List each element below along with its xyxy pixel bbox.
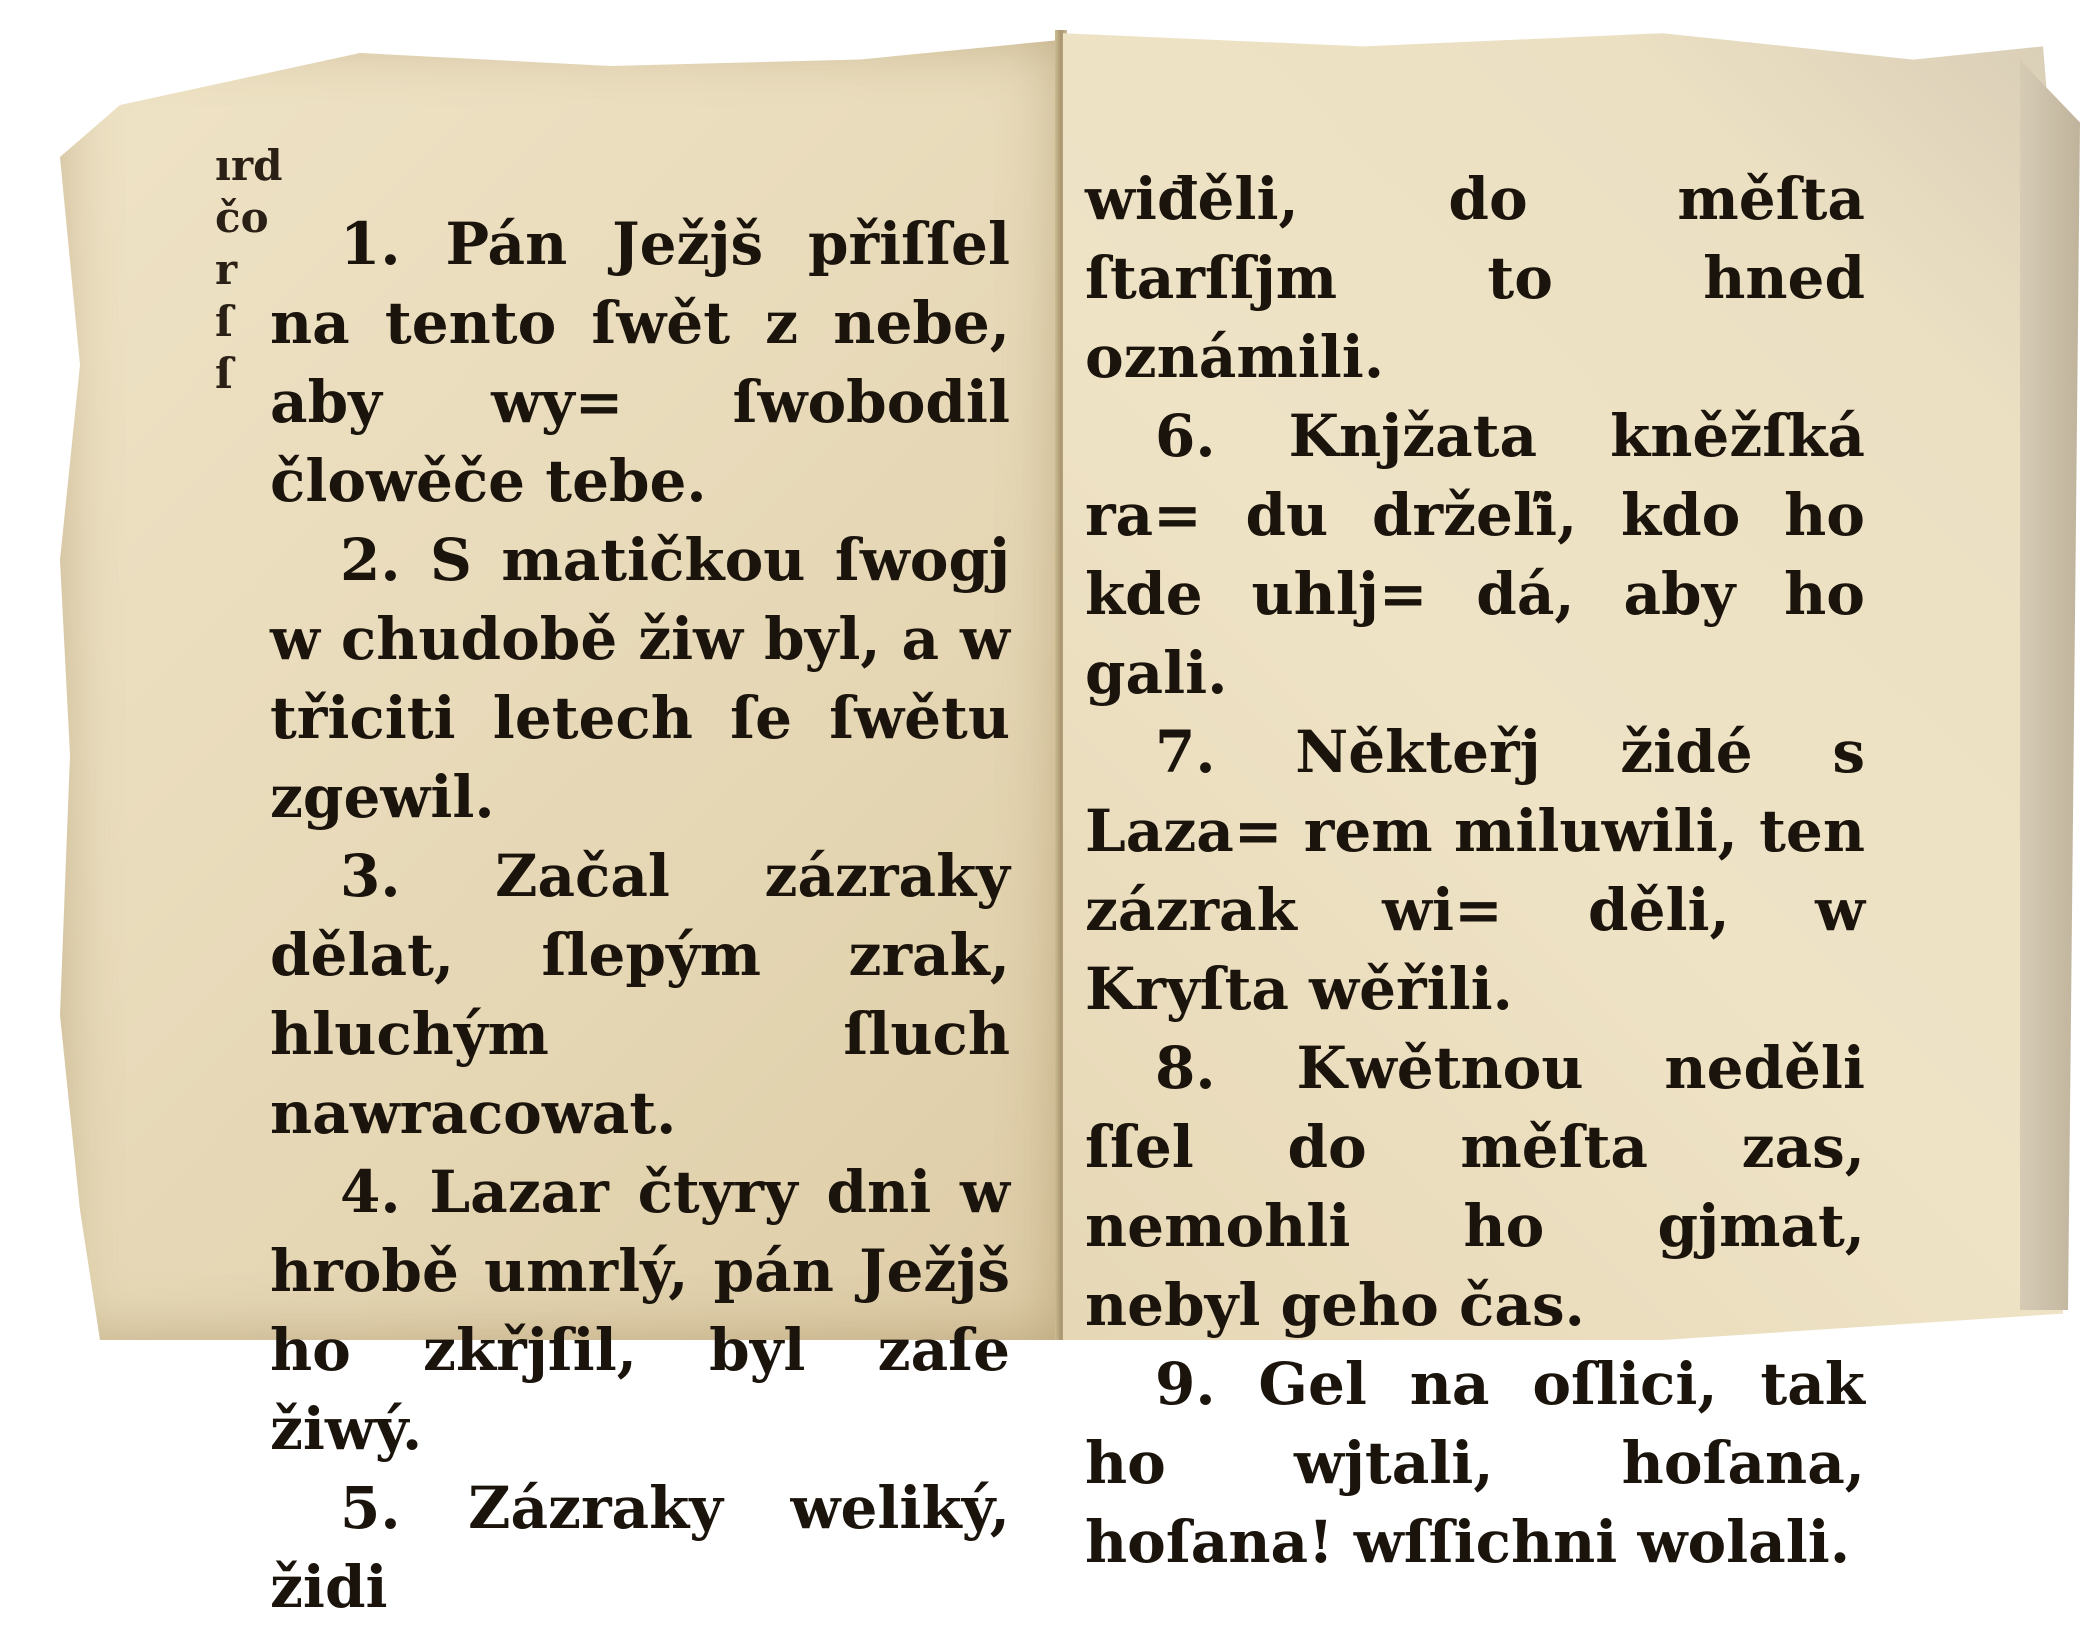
verse-text: Někteřj židé s Laza= rem miluwili, ten zázrak wi= děli, w Kryſta wěřili. [1085,718,1865,1023]
verse-9 [1085,1345,1865,1582]
verse-number: 2. [340,526,401,594]
verse-2 [270,521,1010,837]
verse-number: 5. [340,1474,401,1542]
verse-text: Knjžata kněžſká ra= du držeľi, kdo ho kde uhlj= dá, aby ho gali. [1085,402,1865,707]
verse-text: S matičkou ſwogj w chudobě žiw byl, a w třiciti letech ſe ſwětu zgewil. [270,526,1010,831]
verse-text: Zázraky weliký, židi [270,1474,1010,1621]
verse-3 [270,837,1010,1153]
margin-fragment-line: čo [215,193,269,242]
verse-5-continuation: wiđěli, do měſta ſtarſſjm to hned oznámili. [1085,165,1865,391]
verse-text: Pán Ježjš přiſſel na tento ſwět z nebe, aby wy= ſwobodil člowěče tebe. [270,210,1010,515]
right-page-text [1085,160,1865,1582]
margin-fragment-line: ırd [215,141,283,190]
margin-fragment-line: ſ [215,297,234,346]
verse-number: 7. [1155,718,1216,786]
verse-number: 1. [340,210,401,278]
verse-1 [270,205,1010,521]
page-stack-edge [2020,60,2080,1310]
verse-7 [1085,713,1865,1029]
verse-number: 3. [340,842,401,910]
verse-6 [1085,397,1865,713]
verse-5 [270,1469,1010,1627]
verse-number: 9. [1155,1350,1216,1418]
margin-fragment [215,140,283,400]
verse-text: Kwětnou neděli ſſel do měſta zas, nemohli ho gjmat, nebyl geho čas. [1085,1034,1865,1339]
verse-8 [1085,1029,1865,1345]
margin-fragment-line: ſ [215,349,234,398]
verse-text: Gel na oſlici, tak ho wjtali, hoſana, hoſana! wſſichni wolali. [1085,1350,1865,1576]
verse-number: 6. [1155,402,1216,470]
margin-fragment-line: r [215,245,238,294]
verse-text: Lazar čtyry dni w hrobě umrlý, pán Ježjš ho zkřjſil, byl zaſe žiwý. [270,1158,1010,1463]
left-page-text [270,205,1010,1627]
verse-number: 8. [1155,1034,1216,1102]
verse-4 [270,1153,1010,1469]
verse-number: 4. [340,1158,401,1226]
verse-text: Začal zázraky dělat, ſlepým zrak, hluchým ſluch nawracowat. [270,842,1010,1147]
